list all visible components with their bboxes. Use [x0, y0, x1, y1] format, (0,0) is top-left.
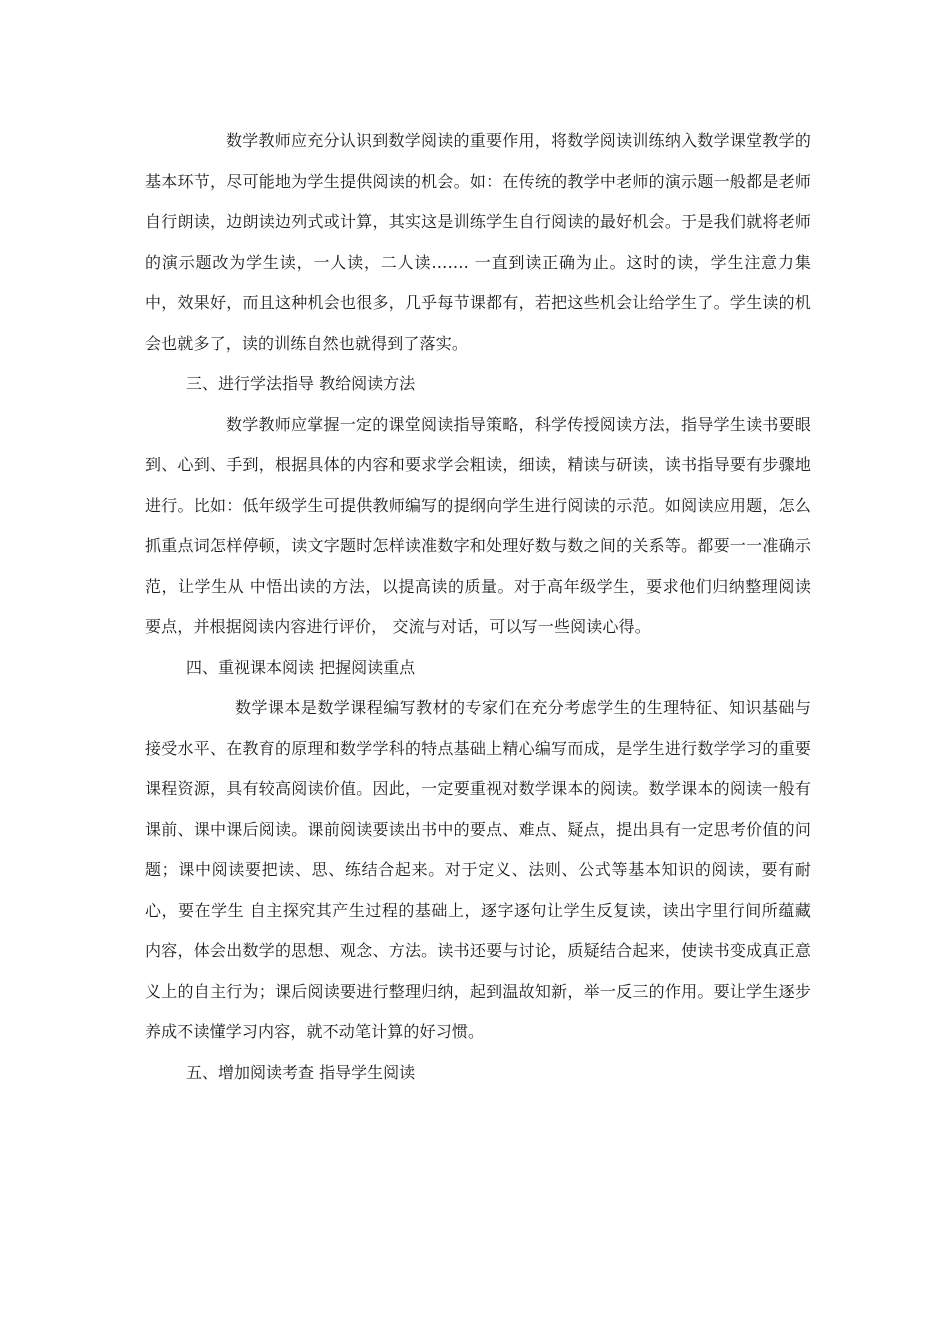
body-paragraph-reading-methods: 数学教师应掌握一定的课堂阅读指导策略，科学传授阅读方法，指导学生读书要眼到、心到、手到，根据具体的内容和要求学会粗读，细读，精读与研读，读书指导要有步骤地进行。比如：低年级学生可提供教师编写的提纲向学生进行阅读的示范。如阅读应用题，怎么抓重点词怎样停顿，读文字题时怎样读准数字和处理好数与数之间的关系等。都要一一准确示范，让学生从 中悟出读的方法，以提高读的质量。对于高年级学生，要求他们归纳整理阅读要点，并根据阅读内容进行评价， 交流与对话，可以写一些阅读心得。	[145, 414, 811, 636]
document-body	[145, 121, 811, 1093]
body-paragraph-textbook-reading: 数学课本是数学课程编写教材的专家们在充分考虑学生的生理特征、知识基础与接受水平、在教育的原理和数学学科的特点基础上精心编写而成，是学生进行数学学习的重要课程资源，具有较高阅读价值。因此，一定要重视对数学课本的阅读。数学课本的阅读一般有课前、课中课后阅读。课前阅读要读出书中的要点、难点、疑点，提出具有一定思考价值的问题；课中阅读要把读、思、练结合起来。对于定义、法则、公式等基本知识的阅读，要有耐心，要在学生 自主探究其产生过程的基础上，逐字逐句让学生反复读，读出字里行间所蕴藏内容，体会出数学的思想、观念、方法。读书还要与讨论，质疑结合起来，使读书变成真正意义上的自主行为；课后阅读要进行整理归纳，起到温故知新，举一反三的作用。要让学生逐步养成不读懂学习内容，就不动笔计算的好习惯。	[145, 698, 811, 1041]
section-heading-5: 五、增加阅读考查 指导学生阅读	[186, 1062, 416, 1082]
body-paragraph-reading-opportunities: 数学教师应充分认识到数学阅读的重要作用，将数学阅读训练纳入数学课堂教学的基本环节，尽可能地为学生提供阅读的机会。如：在传统的教学中老师的演示题一般都是老师自行朗读，边朗读边列式或计算，其实这是训练学生自行阅读的最好机会。于是我们就将老师的演示题改为学生读，一人读，二人读……. 一直到读正确为止。这时的读，学生注意力集中，效果好，而且这种机会也很多，几乎每节课都有，若把这些机会让给学生了。学生读的机会也就多了，读的训练自然也就得到了落实。	[145, 131, 811, 353]
section-heading-3: 三、进行学法指导 教给阅读方法	[186, 374, 416, 393]
section-heading-4: 四、重视课本阅读 把握阅读重点	[186, 657, 416, 677]
